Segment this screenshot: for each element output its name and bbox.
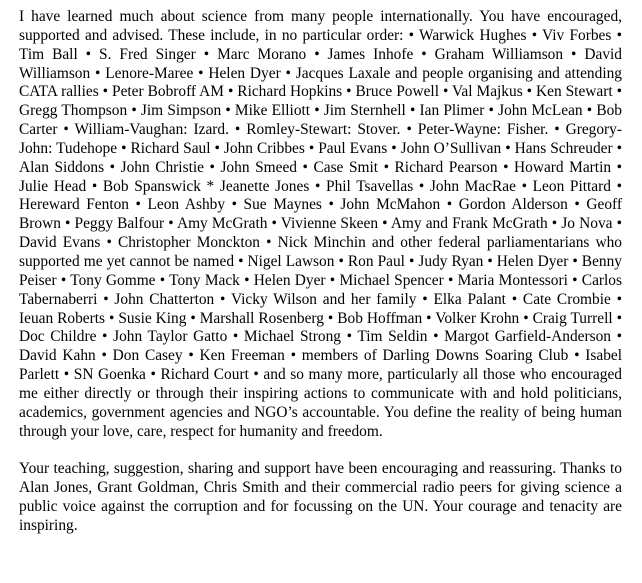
thanks-paragraph: Your teaching, suggestion, sharing and support have been encouraging and reassuring. Thanks to Alan Jones, Grant Goldman, Chris Smith and their commercial radio peers for giving science a public voice against the corruption and for focussing on the UN. Your courage and tenacity are inspiring. [19, 460, 622, 534]
acknowledgements-paragraph: I have learned much about science from many people internationally. You have encouraged, supported and advised. These include, in no particular order: • Warwick Hughes • Viv Forbes • Tim Ball • S. Fred Singer • Marc Morano • James Inhofe • Graham Williamson • David Williamson • Lenore-Maree • Helen Dyer • Jacques Laxale and people organising and attending CATA rallies • Peter Bobroff AM • Richard Hopkins • Bruce Powell • Val Majkus • Ken Stewart • Gregg Thompson • Jim Simpson • Mike Elliott • Jim Sternhell • Ian Plimer • John McLean • Bob Carter • William-Vaughan: Izard. • Romley-Stewart: Stover. • Peter-Wayne: Fisher. • Gregory-John: Tudehope • Richard Saul • John Cribbes • Paul Evans • John O’Sullivan • Hans Schreuder • Alan Siddons • John Christie • John Smeed • Case Smit • Richard Pearson • Howard Martin • Julie Head • Bob Spanswick * Jeanette Jones • Phil Tsavellas • John MacRae • Leon Pittard • Hereward Fenton • Leon Ashby • Sue Maynes • John McMahon • Gordon Alderson • Geoff Brown • Peggy Balfour • Amy McGrath • Vivienne Skeen • Amy and Frank McGrath • Jo Nova • David Evans • Christopher Monckton • Nick Minchin and other federal parliamentarians who supported me yet cannot be named • Nigel Lawson • Ron Paul • Judy Ryan • Helen Dyer • Benny Peiser • Tony Gomme • Tony Mack • Helen Dyer • Michael Spencer • Maria Montessori • Carlos Tabernaberri • John Chatterton • Vicky Wilson and her family • Elka Palant • Cate Crombie • Ieuan Roberts • Susie King • Marshall Rosenberg • Bob Hoffman • Volker Krohn • Craig Turrell • Doc Childre • John Taylor Gatto • Michael Strong • Tim Seldin • Margot Garfield-Anderson • David Kahn • Don Casey • Ken Freeman • members of Darling Downs Soaring Club • Isabel Parlett • SN Goenka • Richard Court • and so many more, particularly all those who encouraged me either directly or through their inspiring actions to communicate with and hold politicians, academics, government agencies and NGO’s accountable. You define the reality of being human through your love, care, respect for humanity and freedom. [19, 8, 622, 440]
